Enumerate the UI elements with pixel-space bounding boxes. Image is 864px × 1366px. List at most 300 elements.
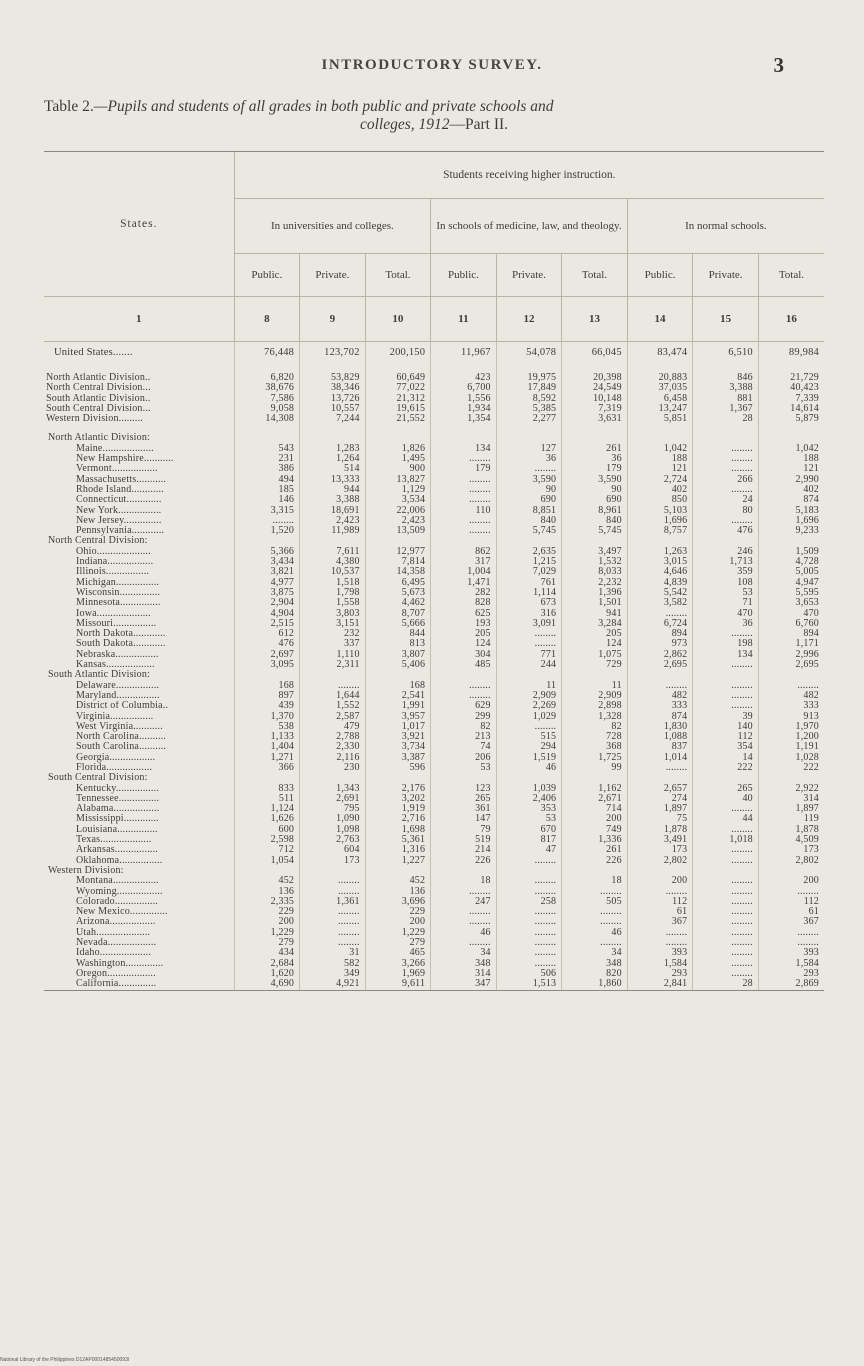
division-heading-row xyxy=(44,670,824,680)
cell: 2,716 xyxy=(365,814,431,824)
cell: ........ xyxy=(496,856,562,866)
cell: 3,734 xyxy=(365,742,431,752)
table-body xyxy=(44,342,824,991)
cell: ........ xyxy=(693,917,759,927)
cell: 112 xyxy=(758,897,824,907)
cell: 828 xyxy=(431,598,497,608)
cell: 1,519 xyxy=(496,753,562,763)
cell: 368 xyxy=(562,742,628,752)
cell: 1,878 xyxy=(627,825,693,835)
cell: 600 xyxy=(234,825,300,835)
cell: 1,361 xyxy=(300,897,366,907)
cell: 14,358 xyxy=(365,567,431,577)
cell: 14,614 xyxy=(758,404,824,414)
cell: 222 xyxy=(693,763,759,773)
cell: 402 xyxy=(758,485,824,495)
cell: 5,673 xyxy=(365,588,431,598)
cell: 1,626 xyxy=(234,814,300,824)
table-row xyxy=(44,394,824,404)
table-row xyxy=(44,948,824,958)
cell: 38,676 xyxy=(234,383,300,393)
table-row xyxy=(44,763,824,773)
cell: 761 xyxy=(496,578,562,588)
row-label: Montana................. xyxy=(76,876,159,887)
row-label: Colorado................ xyxy=(76,896,159,907)
cell: 1,229 xyxy=(365,928,431,938)
cell: 393 xyxy=(627,948,693,958)
table-row xyxy=(44,414,824,424)
cell: ........ xyxy=(496,629,562,639)
cell: ........ xyxy=(300,938,366,948)
cell: 4,839 xyxy=(627,578,693,588)
cell: 1,495 xyxy=(365,454,431,464)
cell: 20,398 xyxy=(562,373,628,383)
row-label: New Hampshire........... xyxy=(76,454,174,465)
table-row xyxy=(44,547,824,557)
cell: 13,247 xyxy=(627,404,693,414)
cell: ........ xyxy=(496,928,562,938)
cell: 247 xyxy=(431,897,497,907)
cell: 127 xyxy=(496,444,562,454)
cell: 24,549 xyxy=(562,383,628,393)
cell: 1,471 xyxy=(431,578,497,588)
cell: 3,875 xyxy=(234,588,300,598)
cell: 90 xyxy=(496,485,562,495)
cell: 2,990 xyxy=(758,475,824,485)
cell: 690 xyxy=(562,495,628,505)
cell: 6,820 xyxy=(234,373,300,383)
cell: 5,595 xyxy=(758,588,824,598)
cell: 1,798 xyxy=(300,588,366,598)
cell: 34 xyxy=(562,948,628,958)
row-label: Connecticut............. xyxy=(76,495,162,506)
cell: ........ xyxy=(693,825,759,835)
cell: 112 xyxy=(693,732,759,742)
cell: ........ xyxy=(496,907,562,917)
table-row xyxy=(44,464,824,474)
cell: 913 xyxy=(758,712,824,722)
cell: 2,788 xyxy=(300,732,366,742)
cell: ........ xyxy=(758,938,824,948)
cell: 4,509 xyxy=(758,835,824,845)
table-row xyxy=(44,825,824,835)
row-label: Kansas.................. xyxy=(76,660,155,671)
cell: 874 xyxy=(627,712,693,722)
cell: ........ xyxy=(300,917,366,927)
cell: 229 xyxy=(234,907,300,917)
row-label: Alabama................. xyxy=(76,804,160,815)
cell: 168 xyxy=(365,681,431,691)
cell: ........ xyxy=(693,701,759,711)
cell: 205 xyxy=(431,629,497,639)
cell: 333 xyxy=(758,701,824,711)
table-row xyxy=(44,681,824,691)
cell: 1,713 xyxy=(693,557,759,567)
cell: 771 xyxy=(496,650,562,660)
row-label: Utah.................... xyxy=(76,927,151,938)
cell: 47 xyxy=(496,845,562,855)
cell: 75 xyxy=(627,814,693,824)
cell xyxy=(562,424,628,433)
cell: ........ xyxy=(431,887,497,897)
cell: 1,283 xyxy=(300,444,366,454)
cell: 77,022 xyxy=(365,383,431,393)
row-label: North Carolina.......... xyxy=(76,732,167,743)
cell: 3,388 xyxy=(693,383,759,393)
cell: 2,841 xyxy=(627,979,693,990)
cell: 470 xyxy=(758,609,824,619)
cell: 359 xyxy=(693,567,759,577)
table-row xyxy=(44,794,824,804)
cell: 817 xyxy=(496,835,562,845)
cell: 1,584 xyxy=(758,959,824,969)
cell: 11 xyxy=(496,681,562,691)
cell: 2,909 xyxy=(496,691,562,701)
cell: 2,330 xyxy=(300,742,366,752)
table-row xyxy=(44,342,824,365)
cell: ........ xyxy=(431,475,497,485)
cell: 31 xyxy=(300,948,366,958)
cell: 213 xyxy=(431,732,497,742)
cell: 897 xyxy=(234,691,300,701)
cell: 230 xyxy=(300,763,366,773)
row-label: North Dakota............ xyxy=(76,629,166,640)
cell: 4,462 xyxy=(365,598,431,608)
cell: 1,114 xyxy=(496,588,562,598)
cell: 2,311 xyxy=(300,660,366,670)
table-row xyxy=(44,516,824,526)
cell: 629 xyxy=(431,701,497,711)
cell: 1,532 xyxy=(562,557,628,567)
cell: 5,366 xyxy=(234,547,300,557)
cell: 1,367 xyxy=(693,404,759,414)
cell: ........ xyxy=(496,917,562,927)
cell: 1,897 xyxy=(627,804,693,814)
row-label: Kentucky................ xyxy=(76,783,160,794)
table-row xyxy=(44,959,824,969)
col-header: Total. xyxy=(758,254,824,297)
cell: 123,702 xyxy=(300,342,366,365)
col-number: 11 xyxy=(431,297,497,342)
table-row xyxy=(44,404,824,414)
cell: 2,724 xyxy=(627,475,693,485)
cell: 846 xyxy=(693,373,759,383)
cell: 3,015 xyxy=(627,557,693,567)
page-number: 3 xyxy=(773,53,784,77)
cell: 108 xyxy=(693,578,759,588)
table-row xyxy=(44,876,824,886)
cell: ........ xyxy=(431,516,497,526)
cell: 1,644 xyxy=(300,691,366,701)
col-number: 13 xyxy=(562,297,628,342)
cell: 4,690 xyxy=(234,979,300,990)
cell: ........ xyxy=(693,464,759,474)
cell: 200 xyxy=(758,876,824,886)
cell: 714 xyxy=(562,804,628,814)
cell: 124 xyxy=(562,639,628,649)
cell: 2,922 xyxy=(758,784,824,794)
caption-part: —Part II. xyxy=(449,116,509,133)
cell: 1,263 xyxy=(627,547,693,557)
table-row xyxy=(44,897,824,907)
cell: 28 xyxy=(693,414,759,424)
cell: ........ xyxy=(693,938,759,948)
cell: 6,495 xyxy=(365,578,431,588)
col-number: 8 xyxy=(234,297,300,342)
cell: 279 xyxy=(365,938,431,948)
cell: ........ xyxy=(758,887,824,897)
cell: 244 xyxy=(496,660,562,670)
cell: 40 xyxy=(693,794,759,804)
cell: ........ xyxy=(562,887,628,897)
table-row xyxy=(44,588,824,598)
cell: 1,042 xyxy=(758,444,824,454)
row-label: Wyoming................. xyxy=(76,886,163,897)
cell: 82 xyxy=(562,722,628,732)
cell: 146 xyxy=(234,495,300,505)
caption-text-1: —Pupils and students of all grades in both public and private schools and xyxy=(93,98,554,115)
cell: 505 xyxy=(562,897,628,907)
row-label: Florida................. xyxy=(76,762,153,773)
cell: 973 xyxy=(627,639,693,649)
cell: 17,849 xyxy=(496,383,562,393)
cell: 612 xyxy=(234,629,300,639)
cell: 3,957 xyxy=(365,712,431,722)
cell: 316 xyxy=(496,609,562,619)
cell: 173 xyxy=(758,845,824,855)
group-header: Students receiving higher instruction. xyxy=(234,152,824,199)
cell: 347 xyxy=(431,979,497,990)
cell: 2,515 xyxy=(234,619,300,629)
row-label: Nevada.................. xyxy=(76,938,157,949)
cell: 206 xyxy=(431,753,497,763)
cell: 21,312 xyxy=(365,394,431,404)
division-heading-row xyxy=(44,773,824,783)
table-row xyxy=(44,701,824,711)
cell: 13,827 xyxy=(365,475,431,485)
cell: 80 xyxy=(693,506,759,516)
cell: 5,385 xyxy=(496,404,562,414)
table-row xyxy=(44,629,824,639)
cell: 840 xyxy=(562,516,628,526)
row-label: Massachusetts........... xyxy=(76,474,167,485)
caption-line-2 xyxy=(44,116,824,134)
row-label: South Atlantic Division.. xyxy=(46,393,151,404)
cell: 673 xyxy=(496,598,562,608)
cell: 1,696 xyxy=(627,516,693,526)
cell: 18 xyxy=(562,876,628,886)
cell: 3,803 xyxy=(300,609,366,619)
cell: 4,646 xyxy=(627,567,693,577)
table-row xyxy=(44,845,824,855)
cell: 11,967 xyxy=(431,342,497,365)
col-number: 1 xyxy=(44,297,234,342)
cell: 862 xyxy=(431,547,497,557)
cell: 2,277 xyxy=(496,414,562,424)
cell: ........ xyxy=(496,948,562,958)
cell: 5,666 xyxy=(365,619,431,629)
cell: 1,826 xyxy=(365,444,431,454)
cell: 361 xyxy=(431,804,497,814)
cell: ........ xyxy=(431,495,497,505)
row-label: Georgia................. xyxy=(76,752,156,763)
col-number: 12 xyxy=(496,297,562,342)
cell: 40,423 xyxy=(758,383,824,393)
row-label: California.............. xyxy=(44,979,234,990)
cell: 205 xyxy=(562,629,628,639)
col-header: Public. xyxy=(234,254,300,297)
cell: 46 xyxy=(562,928,628,938)
cell: 36 xyxy=(562,454,628,464)
cell: ........ xyxy=(562,938,628,948)
cell: 476 xyxy=(234,639,300,649)
table-row xyxy=(44,660,824,670)
cell: 2,406 xyxy=(496,794,562,804)
cell: 274 xyxy=(627,794,693,804)
table-row xyxy=(44,784,824,794)
cell: 1,215 xyxy=(496,557,562,567)
cell: 348 xyxy=(562,959,628,969)
cell xyxy=(431,424,497,433)
cell: 188 xyxy=(627,454,693,464)
cell: 9,058 xyxy=(234,404,300,414)
cell: ........ xyxy=(496,722,562,732)
cell: 367 xyxy=(758,917,824,927)
cell: 1,029 xyxy=(496,712,562,722)
cell: 1,229 xyxy=(234,928,300,938)
cell: 1,227 xyxy=(365,856,431,866)
row-label: Western Division......... xyxy=(46,414,143,425)
cell: 3,095 xyxy=(234,660,300,670)
cell: 538 xyxy=(234,722,300,732)
table-row xyxy=(44,485,824,495)
cell: 12,977 xyxy=(365,547,431,557)
cell: ........ xyxy=(496,639,562,649)
cell: 3,807 xyxy=(365,650,431,660)
table-row xyxy=(44,506,824,516)
cell: 22,006 xyxy=(365,506,431,516)
cell: 2,763 xyxy=(300,835,366,845)
cell: 1,725 xyxy=(562,753,628,763)
cell: 3,434 xyxy=(234,557,300,567)
cell: 246 xyxy=(693,547,759,557)
cell: ........ xyxy=(431,526,497,536)
cell: 729 xyxy=(562,660,628,670)
cell: 1,004 xyxy=(431,567,497,577)
table-row xyxy=(44,753,824,763)
cell: ........ xyxy=(300,876,366,886)
cell: 168 xyxy=(234,681,300,691)
cell: 222 xyxy=(758,763,824,773)
cell: 61 xyxy=(758,907,824,917)
table-row xyxy=(44,495,824,505)
cell: 349 xyxy=(300,969,366,979)
cell: 1,316 xyxy=(365,845,431,855)
cell: 179 xyxy=(431,464,497,474)
cell: 121 xyxy=(758,464,824,474)
cell: 14 xyxy=(693,753,759,763)
cell: 2,335 xyxy=(234,897,300,907)
caption-line-1 xyxy=(44,98,824,116)
col-header: Public. xyxy=(431,254,497,297)
cell: ........ xyxy=(693,856,759,866)
cell: 5,406 xyxy=(365,660,431,670)
table-row xyxy=(44,887,824,897)
cell xyxy=(758,424,824,433)
cell: 944 xyxy=(300,485,366,495)
cell: 36 xyxy=(496,454,562,464)
cell: 9,233 xyxy=(758,526,824,536)
table-row xyxy=(44,691,824,701)
cell: 21,552 xyxy=(365,414,431,424)
cell: ........ xyxy=(693,516,759,526)
cell: ........ xyxy=(496,464,562,474)
cell: 820 xyxy=(562,969,628,979)
cell: 1,042 xyxy=(627,444,693,454)
cell: ........ xyxy=(627,928,693,938)
cell: ........ xyxy=(693,691,759,701)
cell: 66,045 xyxy=(562,342,628,365)
cell: 2,635 xyxy=(496,547,562,557)
cell: 10,557 xyxy=(300,404,366,414)
cell: 515 xyxy=(496,732,562,742)
cell: 200,150 xyxy=(365,342,431,365)
cell: 2,691 xyxy=(300,794,366,804)
cell: 1,200 xyxy=(758,732,824,742)
col-header: Public. xyxy=(627,254,693,297)
cell: 1,558 xyxy=(300,598,366,608)
row-label: Maryland................ xyxy=(76,690,160,701)
table-row xyxy=(44,567,824,577)
cell: 5,183 xyxy=(758,506,824,516)
table-row xyxy=(44,814,824,824)
cell: 119 xyxy=(758,814,824,824)
cell xyxy=(693,424,759,433)
row-label: Rhode Island............ xyxy=(76,484,164,495)
row-label: Pennsylvania............ xyxy=(76,526,165,537)
cell: 485 xyxy=(431,660,497,670)
cell xyxy=(234,424,300,433)
cell: 3,653 xyxy=(758,598,824,608)
cell: 3,266 xyxy=(365,959,431,969)
cell: ........ xyxy=(496,876,562,886)
table-row xyxy=(44,969,824,979)
row-label: New Jersey.............. xyxy=(76,515,162,526)
cell: 11 xyxy=(562,681,628,691)
division-heading-row xyxy=(44,866,824,876)
cell: 2,657 xyxy=(627,784,693,794)
cell: ........ xyxy=(562,917,628,927)
cell xyxy=(627,424,693,433)
cell: 900 xyxy=(365,464,431,474)
cell: 1,830 xyxy=(627,722,693,732)
cell: 479 xyxy=(300,722,366,732)
row-label: Missouri................ xyxy=(76,618,157,629)
cell: 8,592 xyxy=(496,394,562,404)
caption-label: Table 2. xyxy=(44,98,94,115)
cell: 112 xyxy=(627,897,693,907)
table-row xyxy=(44,835,824,845)
cell: 314 xyxy=(758,794,824,804)
subgroup-professional-schools: In schools of medicine, law, and theology. xyxy=(431,199,628,254)
cell: 39 xyxy=(693,712,759,722)
table-row xyxy=(44,938,824,948)
cell: 728 xyxy=(562,732,628,742)
table-row xyxy=(44,383,824,393)
cell: 1,354 xyxy=(431,414,497,424)
cell: 1,014 xyxy=(627,753,693,763)
table-row xyxy=(44,578,824,588)
